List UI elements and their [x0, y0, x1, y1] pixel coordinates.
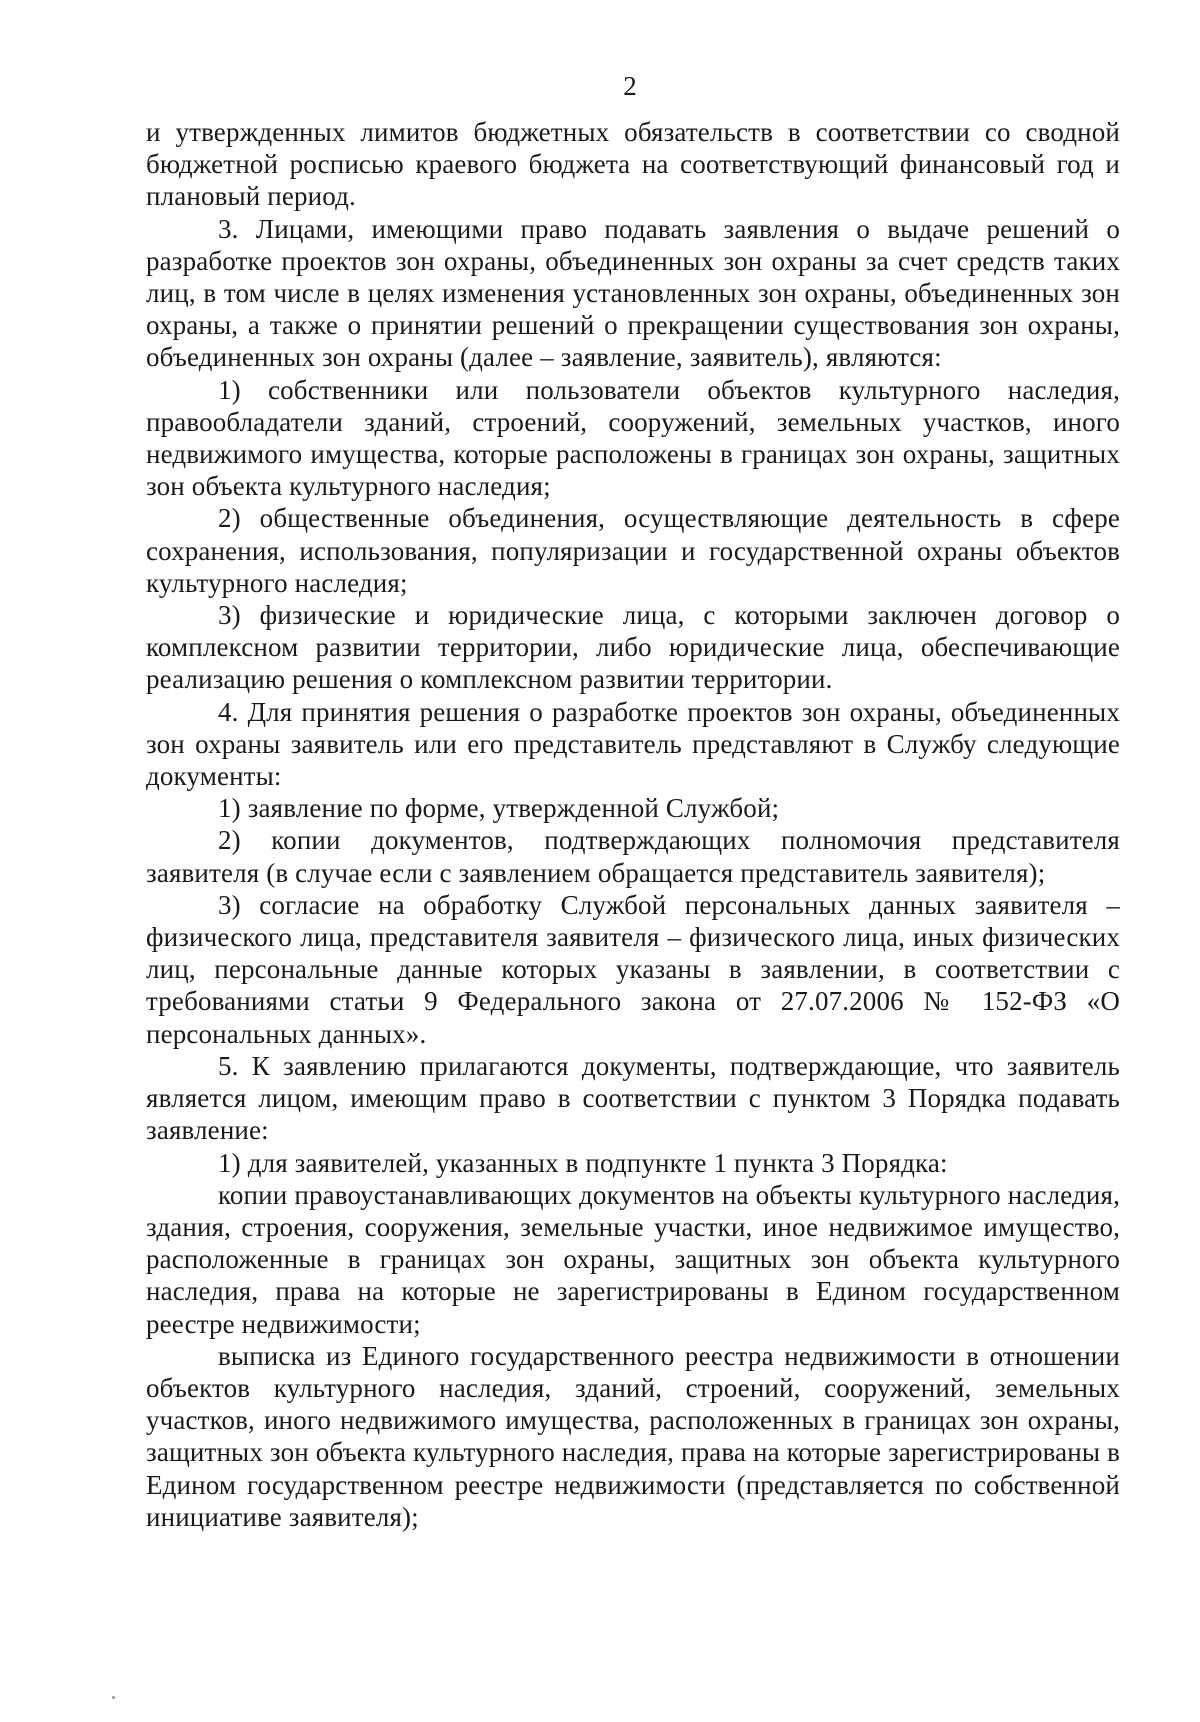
- scan-speck: [112, 1696, 115, 1699]
- paragraph-budget-continuation: и утвержденных лимитов бюджетных обязательств в соответствии со сводной бюджетной росписью краевого бюджета на соответствующий финансовый год и плановый период.: [146, 117, 1120, 212]
- paragraph-5-attachments: 5. К заявлению прилагаются документы, подтверждающие, что заявитель является лицом, имеющим право в соответствии с пунктом 3 Порядка подавать заявление:: [146, 1050, 1120, 1146]
- paragraph-4-item-3: 3) согласие на обработку Службой персональных данных заявителя – физического лица, представителя заявителя – физического лица, иных физических лиц, персональные данные которых указаны в заявлении, в соответствии с требованиями статьи 9 Федерального закона от 27.07.2006 № 152-ФЗ «О персональных данных».: [146, 889, 1120, 1049]
- paragraph-3-item-2: 2) общественные объединения, осуществляющие деятельность в сфере сохранения, использования, популяризации и государственной охраны объектов культурного наследия;: [146, 503, 1120, 598]
- paragraph-4-item-2: 2) копии документов, подтверждающих полномочия представителя заявителя (в случае если с заявлением обращается представитель заявителя);: [146, 825, 1120, 888]
- paragraph-3-item-3: 3) физические и юридические лица, с которыми заключен договор о комплексном развитии территории, либо юридические лица, обеспечивающие реализацию решения о комплексном развитии территории.: [146, 600, 1120, 695]
- paragraph-4-documents: 4. Для принятия решения о разработке проектов зон охраны, объединенных зон охраны заявитель или его представитель представляют в Службу следующие документы:: [146, 696, 1120, 792]
- paragraph-5-copies: копии правоустанавливающих документов на объекты культурного наследия, здания, строения, сооружения, земельные участки, иное недвижимое имущество, расположенные в границах зон охраны, защитных зон объекта культурного наследия, права на которые не зарегистрированы в Едином государственном реестре недвижимости;: [146, 1179, 1120, 1339]
- page-number: 2: [623, 71, 637, 101]
- paragraph-3-applicants: 3. Лицами, имеющими право подавать заявления о выдаче решений о разработке проектов зон охраны, объединенных зон охраны за счет средств таких лиц, в том числе в целях изменения установленных зон охраны, объединенных зон охраны, а также о принятии решений о прекращении существования зон охраны, объединенных зон охраны (далее – заявление, заявитель), являются:: [146, 213, 1120, 373]
- paragraph-3-item-1: 1) собственники или пользователи объектов культурного наследия, правообладатели зданий, строений, сооружений, земельных участков, иного недвижимого имущества, которые расположены в границах зон охраны, защитных зон объекта культурного наследия;: [146, 374, 1120, 502]
- paragraph-5-item-1: 1) для заявителей, указанных в подпункте 1 пункта 3 Порядка:: [218, 1147, 948, 1178]
- document-body: [146, 116, 1120, 1533]
- paragraph-4-item-1: 1) заявление по форме, утвержденной Службой;: [218, 793, 780, 824]
- paragraph-5-extract: выписка из Единого государственного реестра недвижимости в отношении объектов культурного наследия, зданий, строений, сооружений, земельных участков, иного недвижимого имущества, расположенных в границах зон охраны, защитных зон объекта культурного наследия, права на которые зарегистрированы в Едином государственном реестре недвижимости (представляется по собственной инициативе заявителя);: [146, 1340, 1120, 1532]
